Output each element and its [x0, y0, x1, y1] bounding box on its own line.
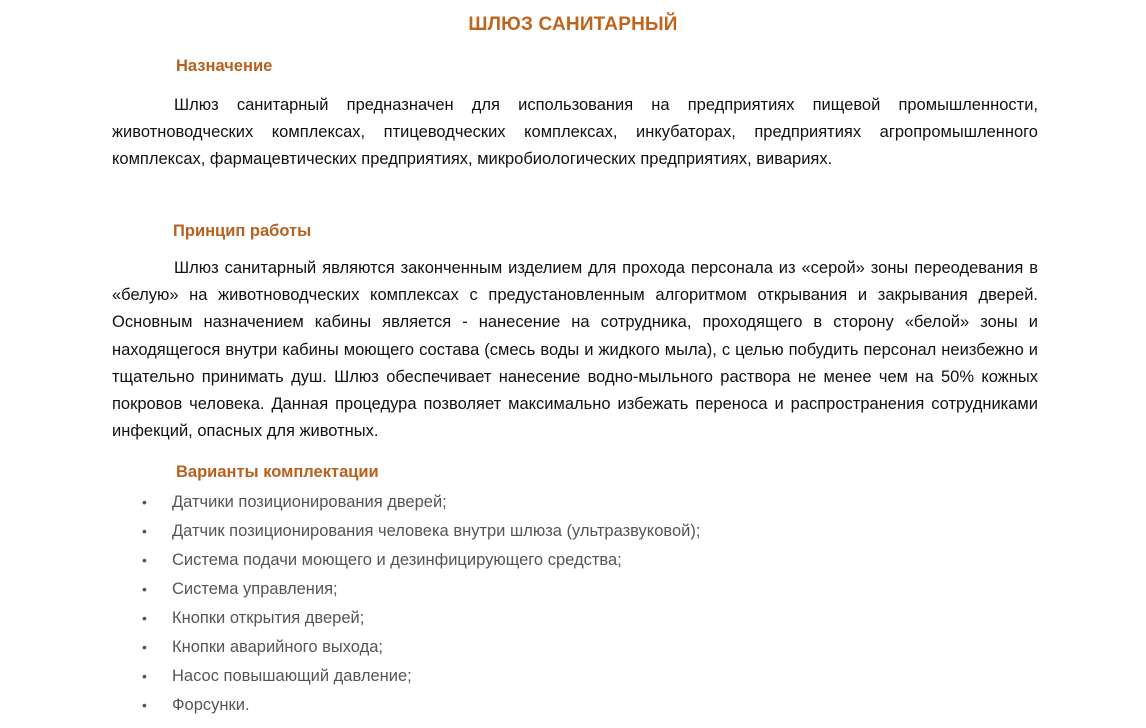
bullet-icon: •: [142, 639, 147, 655]
principle-paragraph: Шлюз санитарный являются законченным изделием для прохода персонала из «серой» зоны переодевания в «белую» на животноводческих комплексах с предустановленным алгоритмом открывания и закрывания дверей. Основным назначением кабины является - нанесение на сотрудника, проходящего в сторону «белой» зоны и находящегося внутри кабины моющего состава (смесь воды и жидкого мыла), с целью побудить персонал неизбежно и тщательно принимать душ. Шлюз обеспечивает нанесение водно-мыльного раствора не менее чем на 50% кожных покровов человека. Данная процедура позволяет максимально избежать переноса и распространения сотрудниками инфекций, опасных для животных.: [112, 259, 1038, 441]
purpose-paragraph: Шлюз санитарный предназначен для использования на предприятиях пищевой промышленности, животноводческих комплексах, птицеводческих комплексах, инкубаторах, предприятиях агропромышленного комплексах, фармацевтических предприятиях, микробиологических предприятиях, вивариях.: [112, 96, 1038, 169]
list-item: [142, 575, 700, 604]
principle-heading: Принцип работы: [173, 222, 312, 240]
list-item: [142, 691, 700, 720]
list-item: [142, 604, 700, 633]
bullet-icon: •: [142, 523, 147, 539]
list-item-text: Кнопки открытия дверей;: [172, 609, 365, 627]
list-item-text: Кнопки аварийного выхода;: [172, 638, 383, 656]
options-heading: Варианты комплектации: [176, 463, 379, 481]
bullet-icon: •: [142, 697, 147, 713]
list-item-text: Система управления;: [172, 580, 338, 598]
list-item-text: Насос повышающий давление;: [172, 667, 412, 685]
list-item-text: Датчик позиционирования человека внутри шлюза (ультразвуковой);: [172, 522, 701, 540]
document-title: ШЛЮЗ САНИТАРНЫЙ: [468, 14, 678, 35]
bullet-icon: •: [142, 610, 147, 626]
bullet-icon: •: [142, 552, 147, 568]
bullet-icon: •: [142, 494, 147, 510]
list-item: [142, 662, 700, 691]
list-item: [142, 633, 700, 662]
purpose-heading: Назначение: [176, 57, 273, 75]
list-item: [142, 546, 700, 575]
options-list: [142, 488, 700, 720]
list-item: [142, 517, 700, 546]
bullet-icon: •: [142, 581, 147, 597]
bullet-icon: •: [142, 668, 147, 684]
list-item-text: Датчики позиционирования дверей;: [172, 493, 447, 511]
list-item-text: Система подачи моющего и дезинфицирующего средства;: [172, 551, 622, 569]
list-item: [142, 488, 700, 517]
list-item-text: Форсунки.: [172, 696, 250, 714]
